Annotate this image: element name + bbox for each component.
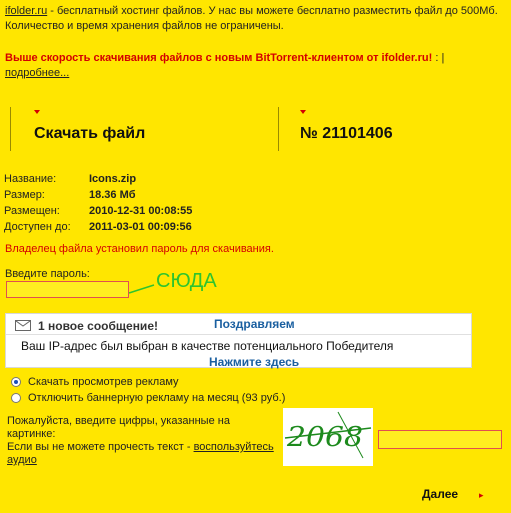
- option-disable-ads[interactable]: [11, 392, 285, 404]
- download-title: Скачать файл: [34, 125, 146, 142]
- next-button[interactable]: Далее: [422, 487, 459, 501]
- info-value: 2011-03-01 00:09:56: [89, 221, 192, 233]
- envelope-icon: [15, 320, 31, 331]
- ad-body: Ваш IP-адрес был выбран в качестве потенциального Победителя: [21, 339, 394, 353]
- hint-arrow-icon: [128, 282, 156, 296]
- next-arrow-icon[interactable]: ▸: [479, 490, 484, 500]
- divider: [278, 107, 279, 151]
- info-key: Размер:: [4, 189, 45, 201]
- more-link[interactable]: подробнее...: [5, 67, 70, 79]
- ad-congrats: Поздравляем: [214, 317, 295, 331]
- file-number-marker-icon: [300, 110, 306, 114]
- intro-description: - бесплатный хостинг файлов. У нас вы можете бесплатно разместить файл до 500Мб. Количество и время хранения файлов не ограничены.: [5, 5, 498, 32]
- password-label: Введите пароль:: [5, 268, 90, 280]
- radio-watch-ad[interactable]: [11, 377, 21, 387]
- speed-promo-separator: : |: [432, 52, 445, 64]
- option-watch-ad[interactable]: [11, 376, 179, 388]
- captcha-alt-text: Если вы не можете прочесть текст -: [7, 441, 194, 453]
- captcha-digits: 2068: [285, 422, 363, 453]
- table-row: [4, 187, 192, 203]
- radio-disable-ads[interactable]: [11, 393, 21, 403]
- password-warning: Владелец файла установил пароль для скачивания.: [5, 243, 274, 255]
- info-value: 2010-12-31 00:08:55: [89, 205, 193, 217]
- option-watch-ad-label: Скачать просмотрев рекламу: [28, 376, 179, 388]
- captcha-image: [283, 408, 373, 466]
- ad-cta-link[interactable]: Нажмите здесь: [209, 355, 300, 369]
- file-info-table: [4, 171, 192, 235]
- speed-promo-text: Выше скорость скачивания файлов с новым BitTorrent-клиентом от ifolder.ru!: [5, 52, 433, 64]
- ad-divider: [6, 334, 471, 335]
- audio-link[interactable]: воспользуйтесь аудио: [7, 441, 274, 466]
- site-link[interactable]: ifolder.ru: [5, 5, 48, 17]
- table-row: [4, 171, 192, 187]
- table-row: [4, 203, 192, 219]
- info-key: Размещен:: [4, 205, 60, 217]
- divider: [10, 107, 11, 151]
- speed-promo: [5, 51, 505, 81]
- info-value: Icons.zip: [89, 173, 137, 185]
- ad-message: 1 новое сообщение!: [38, 319, 158, 333]
- info-key: Название:: [4, 173, 57, 185]
- table-row: [4, 219, 192, 235]
- captcha-input[interactable]: [378, 430, 502, 449]
- info-key: Доступен до:: [4, 221, 71, 233]
- option-disable-ads-label: Отключить баннерную рекламу на месяц (93 руб.): [28, 392, 286, 404]
- captcha-instructions: [7, 415, 277, 467]
- password-input[interactable]: [6, 281, 129, 298]
- captcha-prompt: Пожалуйста, введите цифры, указанные на картинке:: [7, 415, 230, 440]
- ad-banner[interactable]: [5, 313, 472, 368]
- captcha-picture: [283, 408, 373, 466]
- intro-text: [5, 4, 505, 34]
- password-hint: СЮДА: [156, 270, 217, 292]
- download-marker-icon: [34, 110, 40, 114]
- file-number: № 21101406: [300, 125, 393, 142]
- info-value: 18.36 Мб: [89, 189, 136, 201]
